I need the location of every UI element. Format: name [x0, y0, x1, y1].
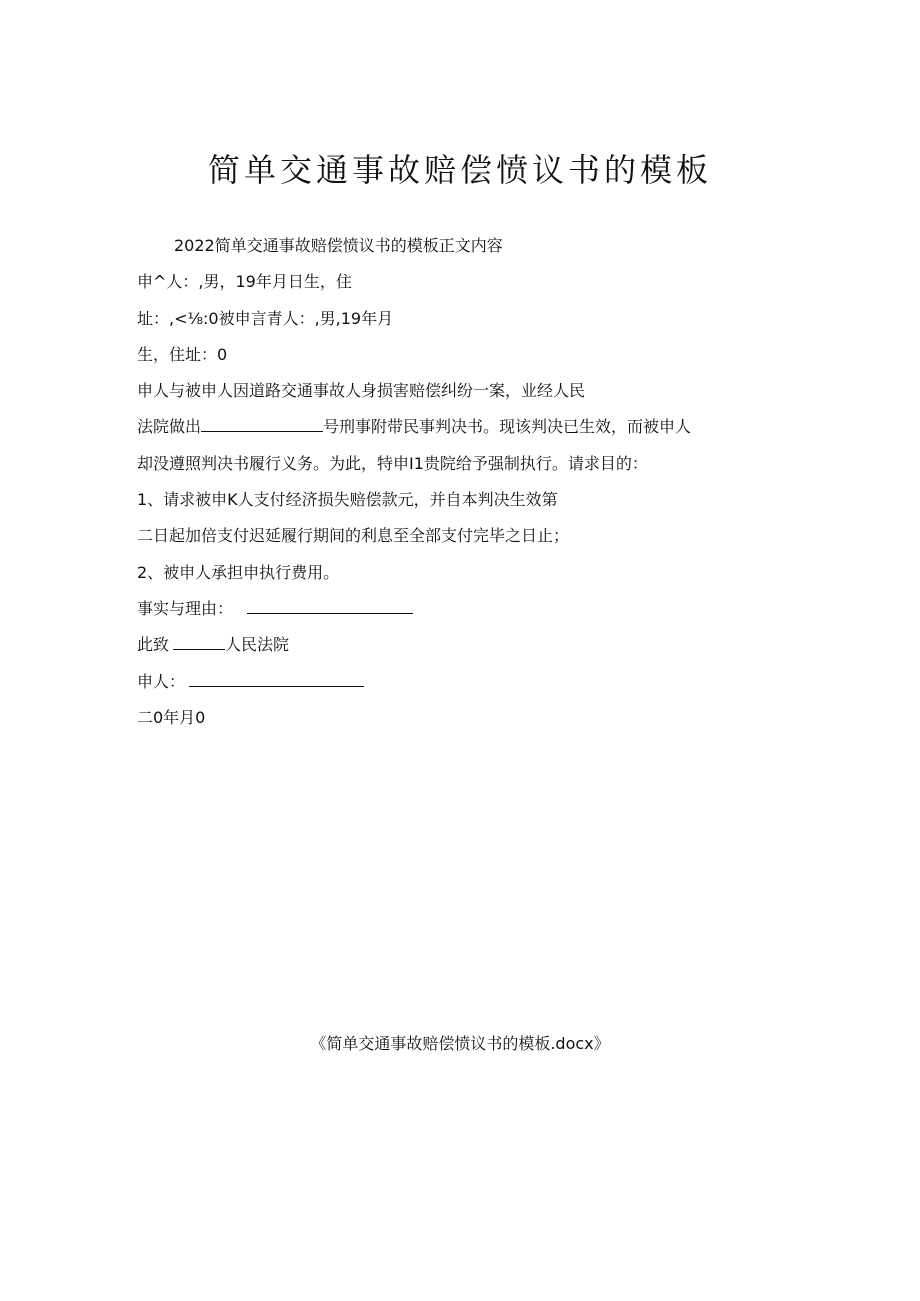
document-filename: 《简单交通事故赔偿愤议书的模板.docx》: [310, 1034, 610, 1053]
body-line-court: [137, 627, 737, 663]
facts-blank: [247, 595, 413, 614]
body-line-signature: [137, 664, 737, 700]
court-name-blank: [173, 631, 225, 650]
body-line-case: 申人与被申人因道路交通事故人身损害赔偿纠纷一案，业经人民: [137, 381, 586, 401]
body-line-address: 址：,<⅛:0被申言青人：,男,19年月: [137, 308, 394, 328]
judgment-number-blank: [201, 413, 323, 432]
document-body: [137, 228, 737, 736]
body-line-applicant: 申^人：,男，19年月日生，住: [137, 272, 352, 292]
body-line-item-2: 2、被申人承担申执行费用。: [137, 562, 340, 582]
body-line-item-1: 1、请求被申K人支付经济损失赔偿款元，并自本判决生效第: [137, 490, 558, 510]
body-line-item-1-cont: 二日起加倍支付迟延履行期间的利息至全部支付完毕之日止；: [137, 526, 570, 546]
body-line-date: 二0年月0: [137, 707, 206, 727]
facts-label: 事实与理由：: [137, 598, 234, 618]
body-line-intro: 2022简单交通事故赔偿愤议书的模板正文内容: [174, 236, 503, 255]
signature-blank: [189, 668, 364, 687]
court-suffix: 人民法院: [225, 635, 290, 655]
body-line-facts: [137, 591, 737, 627]
signature-label: 申人：: [137, 671, 186, 691]
document-title: 简单交通事故赔偿愤议书的模板: [207, 151, 712, 189]
body-line-respondent-address: 生，住址：0: [137, 344, 228, 364]
body-line-request: 却没遵照判决书履行义务。为此，特申I1贵院给予强制执行。请求目的：: [137, 453, 648, 473]
judgment-suffix: 号刑事附带民事判决书。现该判决已生效，而被申人: [323, 417, 692, 437]
judgment-prefix: 法院做出: [137, 417, 202, 437]
court-prefix: 此致: [137, 635, 170, 655]
body-line-judgment: [137, 409, 737, 445]
